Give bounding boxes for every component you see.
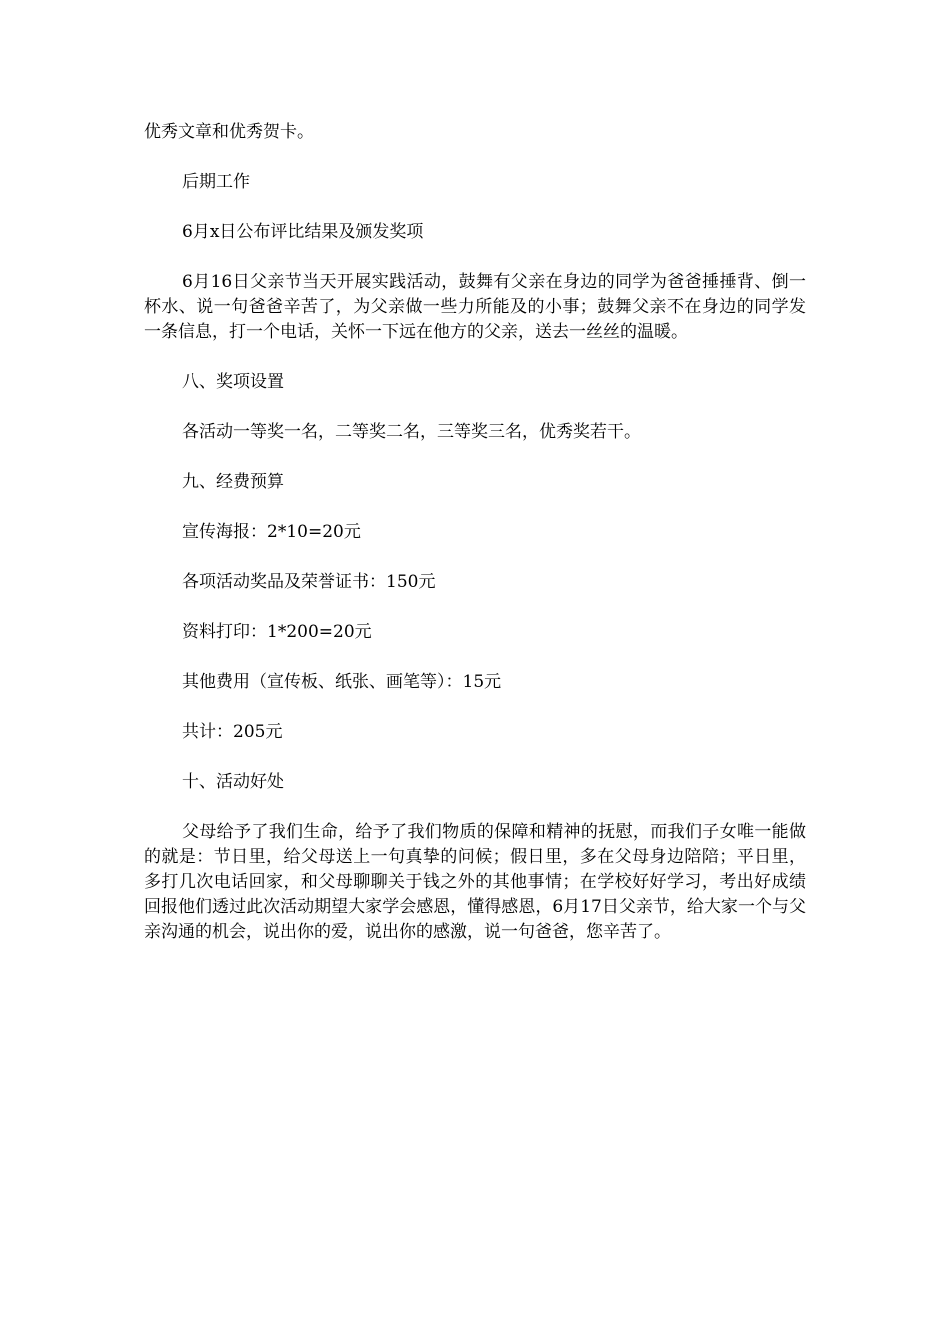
paragraph-fathers-day-activity: 6月16日父亲节当天开展实践活动，鼓舞有父亲在身边的同学为爸爸捶捶背、倒一杯水、说一句爸爸辛苦了，为父亲做一些力所能及的小事；鼓舞父亲不在身边的同学发一条信息，打一个电话，关怀一下远在他方的父亲，送去一丝丝的温暖。 xyxy=(144,272,806,342)
document-body xyxy=(144,120,806,970)
paragraph-announce-results: 6月x日公布评比结果及颁发奖项 xyxy=(182,222,424,242)
paragraph-continuation: 优秀文章和优秀贺卡。 xyxy=(144,122,314,142)
heading-budget: 九、经费预算 xyxy=(182,472,284,492)
budget-item-poster: 宣传海报：2*10=20元 xyxy=(182,522,361,542)
budget-total: 共计：205元 xyxy=(182,722,283,742)
budget-item-printing: 资料打印：1*200=20元 xyxy=(182,622,372,642)
paragraph-awards-detail: 各活动一等奖一名，二等奖二名，三等奖三名，优秀奖若干。 xyxy=(182,422,641,442)
budget-item-prizes: 各项活动奖品及荣誉证书：150元 xyxy=(182,572,436,592)
heading-awards: 八、奖项设置 xyxy=(182,372,284,392)
heading-later-work: 后期工作 xyxy=(182,172,250,192)
paragraph-benefits: 父母给予了我们生命，给予了我们物质的保障和精神的抚慰，而我们子女唯一能做的就是：节日里，给父母送上一句真挚的问候；假日里，多在父母身边陪陪；平日里，多打几次电话回家，和父母聊聊关于钱之外的其他事情；在学校好好学习，考出好成绩回报他们透过此次活动期望大家学会感恩，懂得感恩，6月17日父亲节，给大家一个与父亲沟通的机会，说出你的爱，说出你的感激，说一句爸爸，您辛苦了。 xyxy=(144,822,806,942)
budget-item-other: 其他费用（宣传板、纸张、画笔等）：15元 xyxy=(182,672,502,692)
heading-benefits: 十、活动好处 xyxy=(182,772,284,792)
